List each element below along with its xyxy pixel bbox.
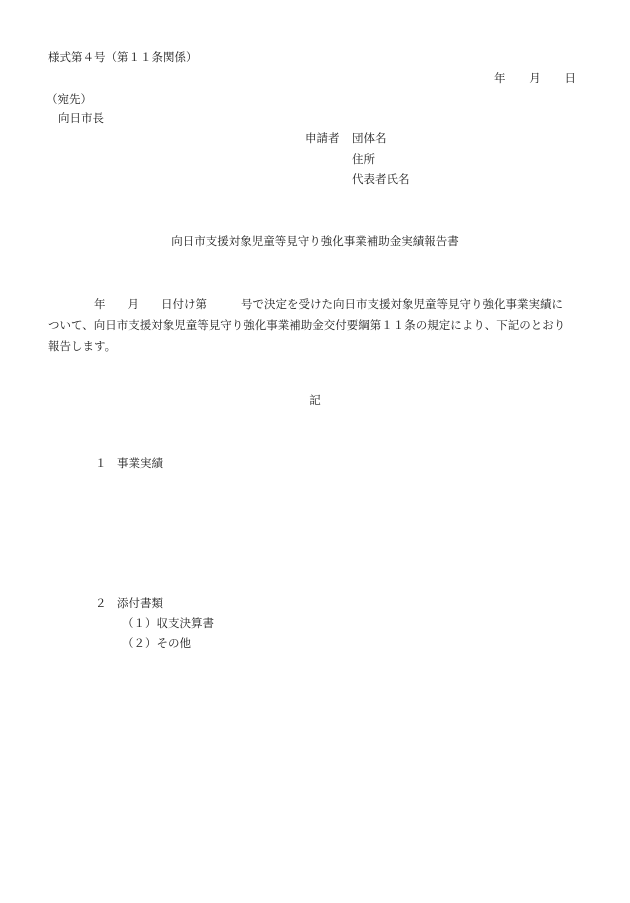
field-organization-name: 団体名 xyxy=(352,131,387,145)
addressee-name: 向日市長 xyxy=(58,111,104,125)
body-line-1-rest: 号で決定を受けた向日市支援対象児童等見守り強化事業実績に xyxy=(241,297,563,311)
document-title: 向日市支援対象児童等見守り強化事業補助金実績報告書 xyxy=(171,234,459,248)
body-dated-number: 日付け第 xyxy=(161,297,207,311)
section-2-label: 添付書類 xyxy=(117,596,163,610)
body-month: 月 xyxy=(127,297,139,311)
applicant-label: 申請者 xyxy=(305,131,340,145)
date-line xyxy=(494,73,576,85)
form-number-label: 様式第４号（第１１条関係） xyxy=(48,50,198,64)
addressee-title: （宛先） xyxy=(46,92,92,106)
field-address: 住所 xyxy=(352,152,375,166)
note-heading: 記 xyxy=(309,393,321,407)
body-year: 年 xyxy=(94,297,106,311)
section-business-results xyxy=(95,458,163,470)
field-representative-name: 代表者氏名 xyxy=(352,172,410,186)
section-2-number: ２ xyxy=(95,596,107,610)
date-year: 年 xyxy=(494,71,506,85)
date-month: 月 xyxy=(529,71,541,85)
date-day: 日 xyxy=(564,71,576,85)
section-attachments xyxy=(95,598,163,610)
section-1-number: １ xyxy=(95,456,107,470)
report-body xyxy=(48,294,580,357)
attachment-item-financial-statement: （１）収支決算書 xyxy=(122,616,214,630)
body-line-1 xyxy=(48,294,580,315)
body-line-3: 報告します。 xyxy=(48,339,117,353)
attachment-item-other: （２）その他 xyxy=(122,636,191,650)
body-line-2: ついて、向日市支援対象児童等見守り強化事業補助金交付要綱第１１条の規定により、下記のとおり xyxy=(48,318,566,332)
section-1-label: 事業実績 xyxy=(117,456,163,470)
